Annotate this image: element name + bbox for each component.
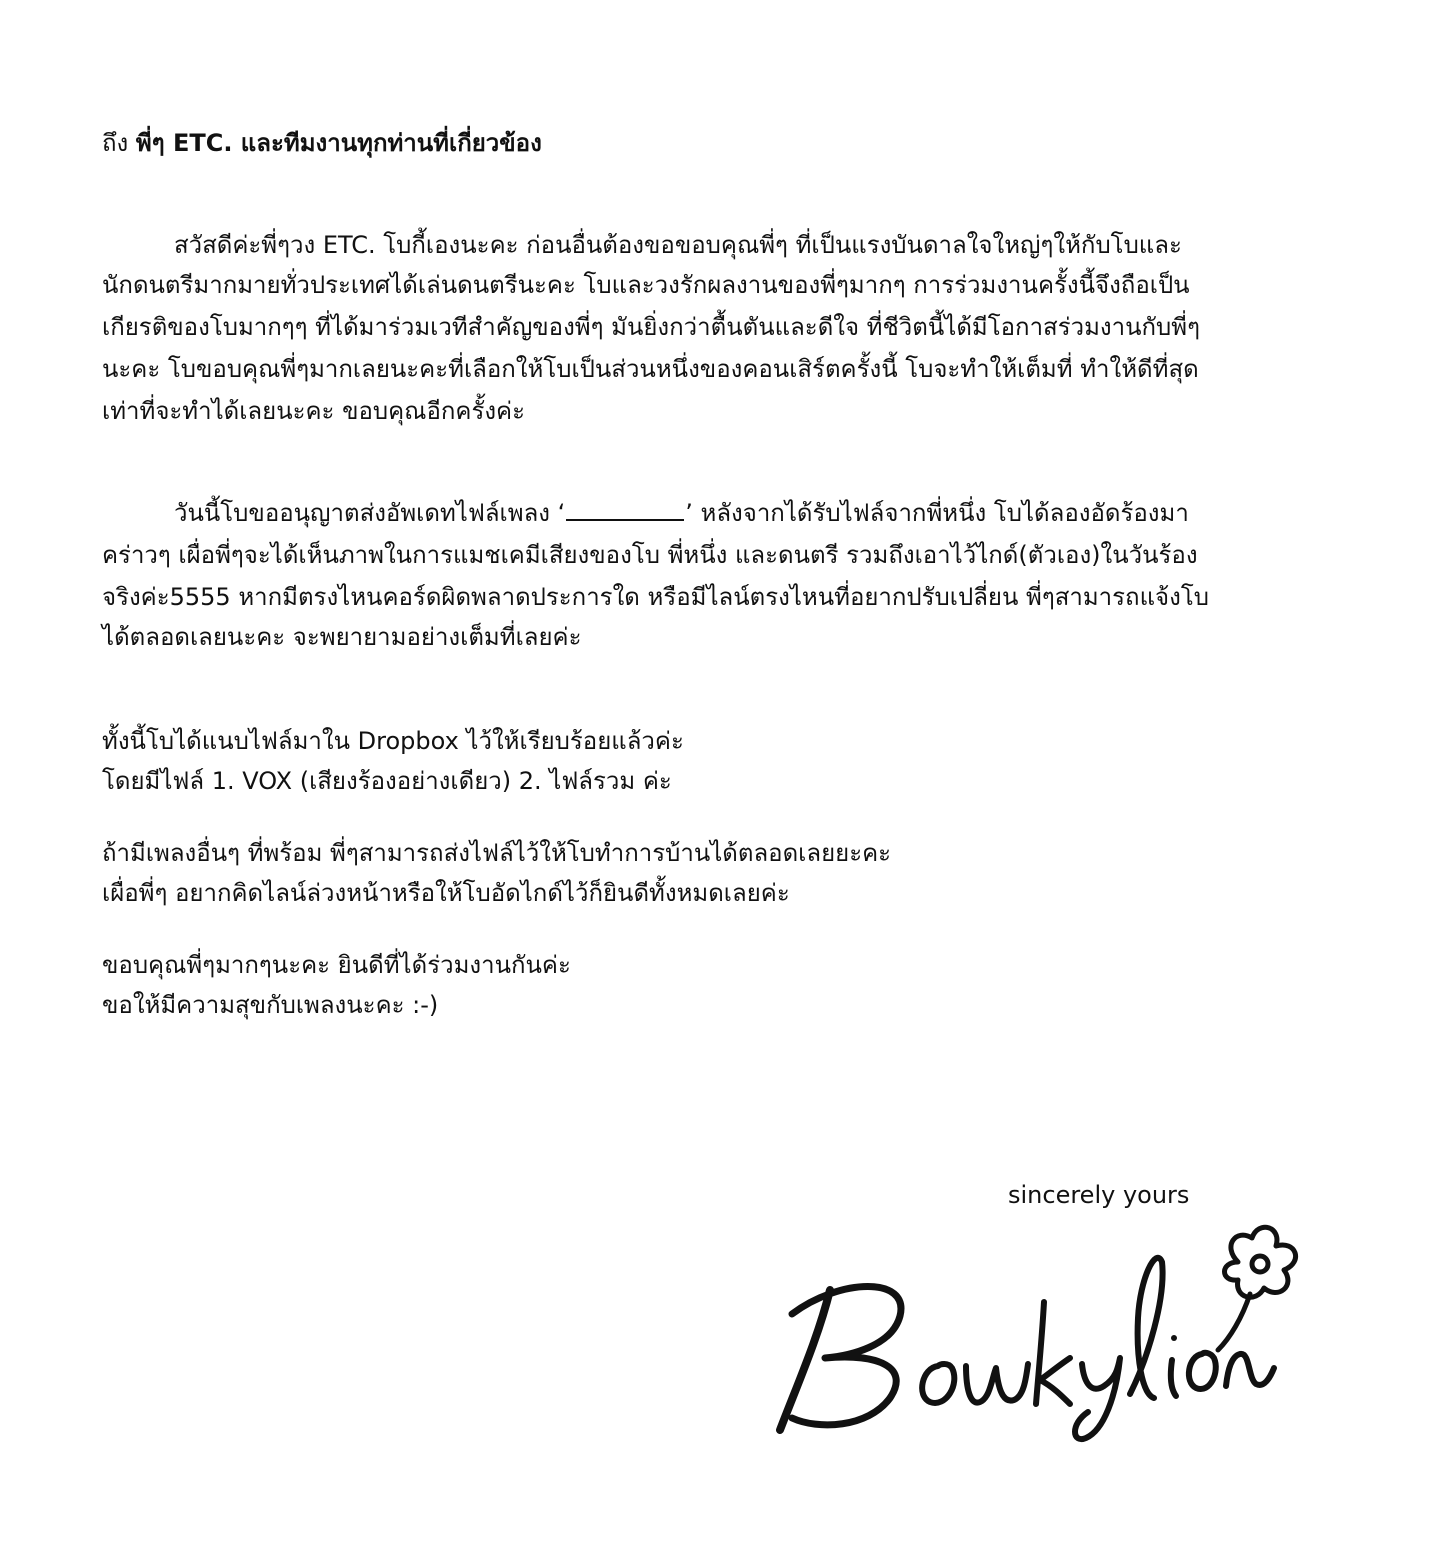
paragraph-1-line: เกียรติของโบมากๆๆ ที่ได้มาร่วมเวทีสำคัญของพี่ๆ มันยิ่งกว่าตื้นตันและดีใจ ที่ชีวิตนี้ได้มีโอกาสร่วมงานกับพี่ๆ	[102, 313, 1200, 341]
paragraph-1-line: สวัสดีค่ะพี่ๆวง ETC. โบกี้เองนะคะ ก่อนอื่นต้องขอขอบคุณพี่ๆ ที่เป็นแรงบันดาลใจใหญ่ๆให้กับโบและ	[174, 231, 1182, 259]
paragraph-2-line: ได้ตลอดเลยนะคะ จะพยายามอย่างเต็มที่เลยค่ะ	[102, 623, 582, 651]
paragraph-2-text: วันนี้โบขออนุญาตส่งอัพเดทไฟล์เพลง ‘	[174, 499, 566, 527]
paragraph-1-line: นะคะ โบขอบคุณพี่ๆมากเลยนะคะที่เลือกให้โบเป็นส่วนหนึ่งของคอนเสิร์ตครั้งนี้ โบจะทำให้เต็มที่ ทำให้ดีที่สุด	[102, 355, 1199, 383]
salutation-prefix: ถึง	[102, 129, 136, 157]
paragraph-1-line: เท่าที่จะทำได้เลยนะคะ ขอบคุณอีกครั้งค่ะ	[102, 397, 525, 425]
salutation	[102, 126, 542, 160]
signature	[770, 1218, 1310, 1448]
paragraph-2-line	[174, 496, 1189, 530]
paragraph-1-line: นักดนตรีมากมายทั่วประเทศได้เล่นดนตรีนะคะ โบและวงรักผลงานของพี่ๆมากๆ การร่วมงานครั้งนี้จึงถือเป็น	[102, 271, 1190, 299]
paragraph-2-line: คร่าวๆ เผื่อพี่ๆจะได้เห็นภาพในการแมชเคมีเสียงของโบ พี่หนึ่ง และดนตรี รวมถึงเอาไว้ไกด์(ตัวเอง)ในวันร้อง	[102, 541, 1198, 569]
paragraph-5-line: ขอบคุณพี่ๆมากๆนะคะ ยินดีที่ได้ร่วมงานกันค่ะ	[102, 951, 571, 979]
paragraph-5-line: ขอให้มีความสุขกับเพลงนะคะ :-)	[102, 991, 439, 1019]
signature-strokes	[780, 1227, 1296, 1439]
paragraph-3-line: ทั้งนี้โบได้แนบไฟล์มาใน Dropbox ไว้ให้เรียบร้อยแล้วค่ะ	[102, 727, 684, 755]
paragraph-2-text: ’ หลังจากได้รับไฟล์จากพี่หนึ่ง โบได้ลองอัดร้องมา	[685, 499, 1189, 527]
paragraph-3-line: โดยมีไฟล์ 1. VOX (เสียงร้องอย่างเดียว) 2. ไฟล์รวม ค่ะ	[102, 767, 672, 795]
song-title-blank	[566, 501, 684, 521]
salutation-addressee: พี่ๆ ETC. และทีมงานทุกท่านที่เกี่ยวข้อง	[135, 129, 542, 157]
paragraph-4-line: เผื่อพี่ๆ อยากคิดไลน์ล่วงหน้าหรือให้โบอัดไกด์ไว้ก็ยินดีทั้งหมดเลยค่ะ	[102, 879, 790, 907]
paragraph-4-line: ถ้ามีเพลงอื่นๆ ที่พร้อม พี่ๆสามารถส่งไฟล์ไว้ให้โบทำการบ้านได้ตลอดเลยยะคะ	[102, 839, 892, 867]
paragraph-2-line: จริงค่ะ5555 หากมีตรงไหนคอร์ดผิดพลาดประการใด หรือมีไลน์ตรงไหนที่อยากปรับเปลี่ยน พี่ๆสามารถแจ้งโบ	[102, 583, 1209, 611]
closing-text: sincerely yours	[1008, 1181, 1190, 1209]
flower-doodle	[1218, 1227, 1296, 1350]
